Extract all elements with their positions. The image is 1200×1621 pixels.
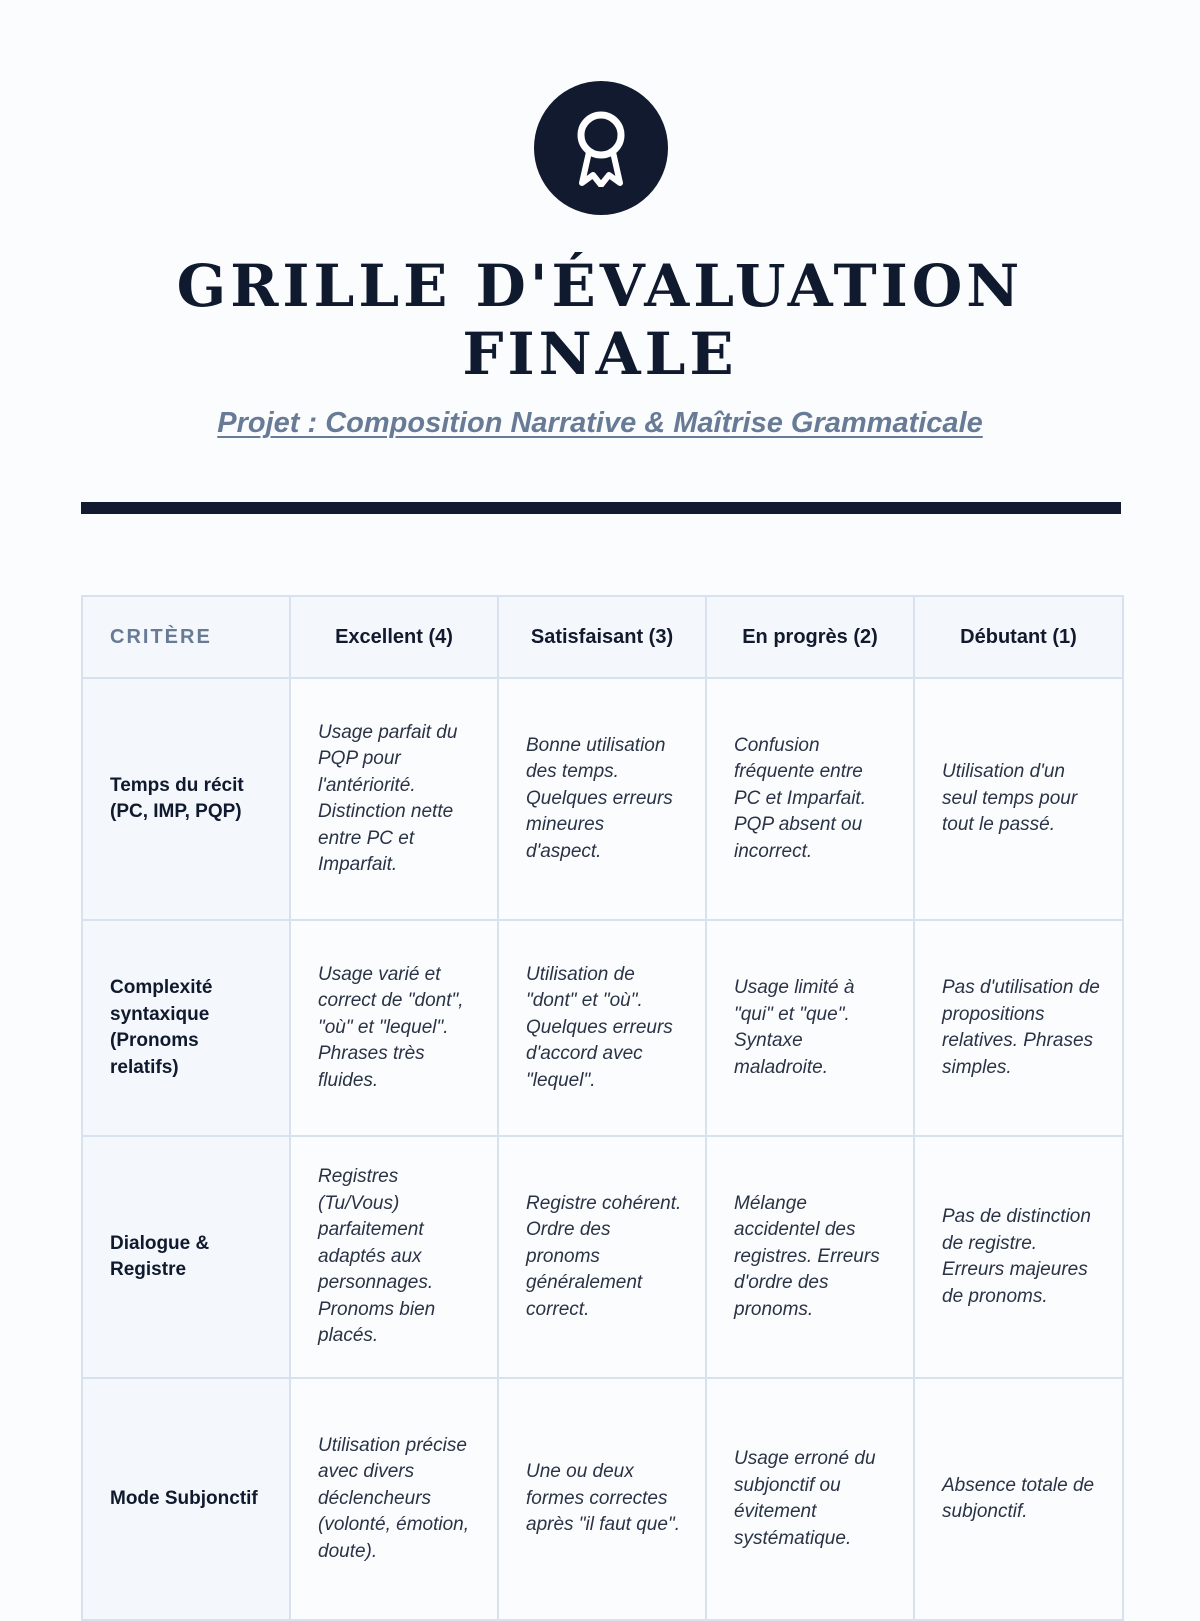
en-progres-cell: Usage erroné du subjonctif ou évitement systématique. bbox=[706, 1378, 914, 1620]
en-progres-cell: Usage limité à "qui" et "que". Syntaxe maladroite. bbox=[706, 920, 914, 1136]
column-header-satisfaisant: Satisfaisant (3) bbox=[498, 596, 706, 678]
excellent-cell: Usage varié et correct de "dont", "où" et "lequel". Phrases très fluides. bbox=[290, 920, 498, 1136]
evaluation-rubric-table bbox=[81, 595, 1124, 1621]
debutant-cell: Utilisation d'un seul temps pour tout le passé. bbox=[914, 678, 1123, 920]
satisfaisant-cell: Bonne utilisation des temps. Quelques erreurs mineures d'aspect. bbox=[498, 678, 706, 920]
column-header-excellent: Excellent (4) bbox=[290, 596, 498, 678]
debutant-cell: Absence totale de subjonctif. bbox=[914, 1378, 1123, 1620]
page-title bbox=[0, 252, 1200, 388]
table-row bbox=[82, 920, 1123, 1136]
debutant-cell: Pas de distinction de registre. Erreurs majeures de pronoms. bbox=[914, 1136, 1123, 1378]
award-badge bbox=[534, 81, 668, 215]
en-progres-cell: Confusion fréquente entre PC et Imparfait. PQP absent ou incorrect. bbox=[706, 678, 914, 920]
excellent-cell: Utilisation précise avec divers déclencheurs (volonté, émotion, doute). bbox=[290, 1378, 498, 1620]
section-divider bbox=[81, 502, 1121, 514]
criterion-cell: Temps du récit (PC, IMP, PQP) bbox=[82, 678, 290, 920]
project-subtitle: Projet : Composition Narrative & Maîtrise Grammaticale bbox=[217, 407, 983, 439]
table-row bbox=[82, 678, 1123, 920]
excellent-cell: Usage parfait du PQP pour l'antériorité. Distinction nette entre PC et Imparfait. bbox=[290, 678, 498, 920]
criterion-cell: Mode Subjonctif bbox=[82, 1378, 290, 1620]
excellent-cell: Registres (Tu/Vous) parfaitement adaptés aux personnages. Pronoms bien placés. bbox=[290, 1136, 498, 1378]
en-progres-cell: Mélange accidentel des registres. Erreurs d'ordre des pronoms. bbox=[706, 1136, 914, 1378]
criterion-cell: Complexité syntaxique (Pronoms relatifs) bbox=[82, 920, 290, 1136]
debutant-cell: Pas d'utilisation de propositions relatives. Phrases simples. bbox=[914, 920, 1123, 1136]
table-header-row bbox=[82, 596, 1123, 678]
column-header-debutant: Débutant (1) bbox=[914, 596, 1123, 678]
page-title-line-1: GRILLE D'ÉVALUATION bbox=[176, 252, 1024, 320]
satisfaisant-cell: Utilisation de "dont" et "où". Quelques erreurs d'accord avec "lequel". bbox=[498, 920, 706, 1136]
satisfaisant-cell: Registre cohérent. Ordre des pronoms généralement correct. bbox=[498, 1136, 706, 1378]
satisfaisant-cell: Une ou deux formes correctes après "il faut que". bbox=[498, 1378, 706, 1620]
column-header-en-progres: En progrès (2) bbox=[706, 596, 914, 678]
table-row bbox=[82, 1136, 1123, 1378]
column-header-criterion: CRITÈRE bbox=[82, 596, 290, 678]
page-title-line-2: FINALE bbox=[462, 320, 738, 388]
criterion-cell: Dialogue & Registre bbox=[82, 1136, 290, 1378]
table-row bbox=[82, 1378, 1123, 1620]
award-ribbon-icon bbox=[572, 109, 630, 187]
